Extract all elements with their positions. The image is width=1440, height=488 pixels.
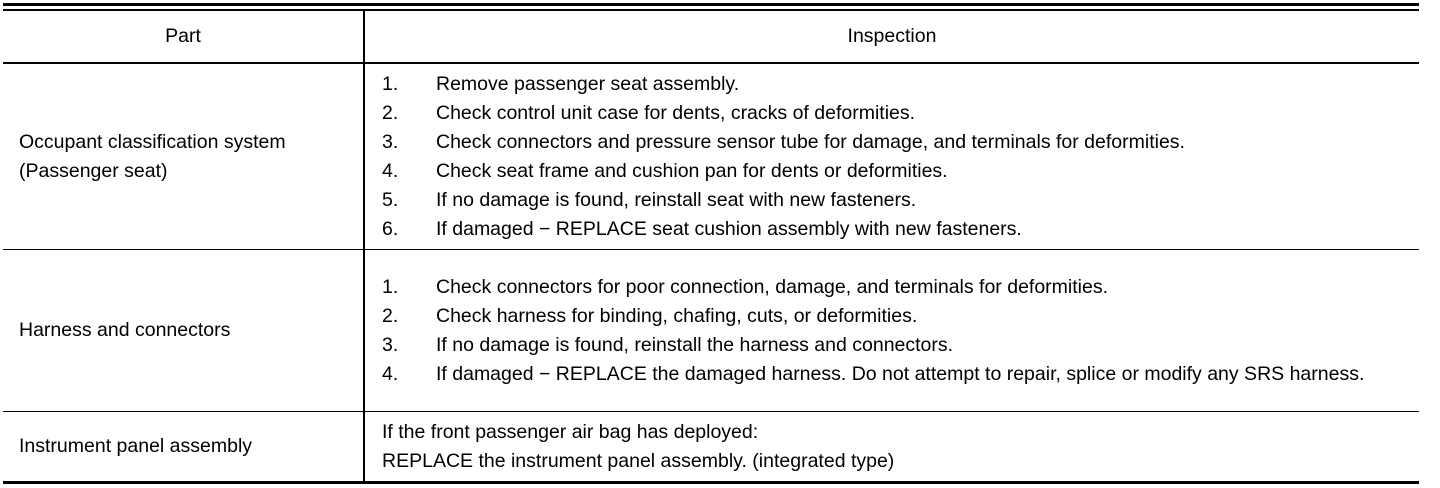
step-number: 4.: [382, 362, 399, 385]
step-number: 3.: [382, 130, 399, 153]
step-number: 6.: [382, 217, 399, 240]
step-text: Check connectors for poor connection, damage, and terminals for deformities.: [436, 275, 1109, 298]
inspection-steps: [382, 70, 1411, 244]
step-number: 2.: [382, 304, 399, 327]
list-item: [382, 302, 1411, 331]
part-label-line: Harness and connectors: [19, 319, 231, 341]
step-number: 3.: [382, 333, 399, 356]
list-item: [382, 273, 1411, 302]
list-item: [382, 128, 1411, 157]
header-inspection: Inspection: [364, 11, 1419, 63]
part-label-line: (Passenger seat): [19, 159, 168, 182]
table-row: [3, 250, 1419, 412]
list-item: [382, 99, 1411, 128]
part-cell: [3, 412, 364, 482]
header-part: Part: [3, 11, 364, 63]
part-label-line: Instrument panel assembly: [19, 435, 253, 457]
step-number: 2.: [382, 101, 399, 124]
inspection-table-sheet: [3, 3, 1419, 484]
part-cell: [3, 250, 364, 412]
table-row: [3, 63, 1419, 250]
list-item: [382, 157, 1411, 186]
step-text: If no damage is found, reinstall the harness and connectors.: [436, 333, 954, 356]
step-text: If no damage is found, reinstall seat with new fasteners.: [436, 188, 917, 211]
step-number: 4.: [382, 159, 399, 182]
list-item: [382, 215, 1411, 244]
step-number: 1.: [382, 275, 399, 298]
step-text: Check harness for binding, chafing, cuts, or deformities.: [436, 304, 918, 327]
step-text: If damaged − REPLACE the damaged harness. Do not attempt to repair, splice or modify any SRS harness.: [436, 362, 1365, 385]
inspection-line: REPLACE the instrument panel assembly. (integrated type): [382, 449, 895, 472]
part-cell: [3, 63, 364, 250]
inspection-line: If the front passenger air bag has deployed:: [382, 420, 759, 443]
list-item: [382, 360, 1411, 389]
inspection-table: [3, 11, 1419, 481]
inspection-cell: [364, 412, 1419, 482]
step-number: 5.: [382, 188, 399, 211]
part-label-line: Occupant classification system: [19, 130, 286, 153]
list-item: [382, 186, 1411, 215]
inspection-cell: [364, 250, 1419, 412]
step-text: Check connectors and pressure sensor tube for damage, and terminals for deformities.: [436, 130, 1185, 153]
inspection-steps: [382, 273, 1411, 389]
inspection-cell: [364, 63, 1419, 250]
step-number: 1.: [382, 72, 399, 95]
table-row: [3, 412, 1419, 482]
step-text: If damaged − REPLACE seat cushion assembly with new fasteners.: [436, 217, 1022, 240]
list-item: [382, 331, 1411, 360]
step-text: Check seat frame and cushion pan for dents or deformities.: [436, 159, 948, 182]
step-text: Check control unit case for dents, cracks of deformities.: [436, 101, 916, 124]
bottom-rule: [3, 481, 1419, 484]
step-text: Remove passenger seat assembly.: [436, 72, 740, 95]
table-header-row: [3, 11, 1419, 63]
list-item: [382, 70, 1411, 99]
